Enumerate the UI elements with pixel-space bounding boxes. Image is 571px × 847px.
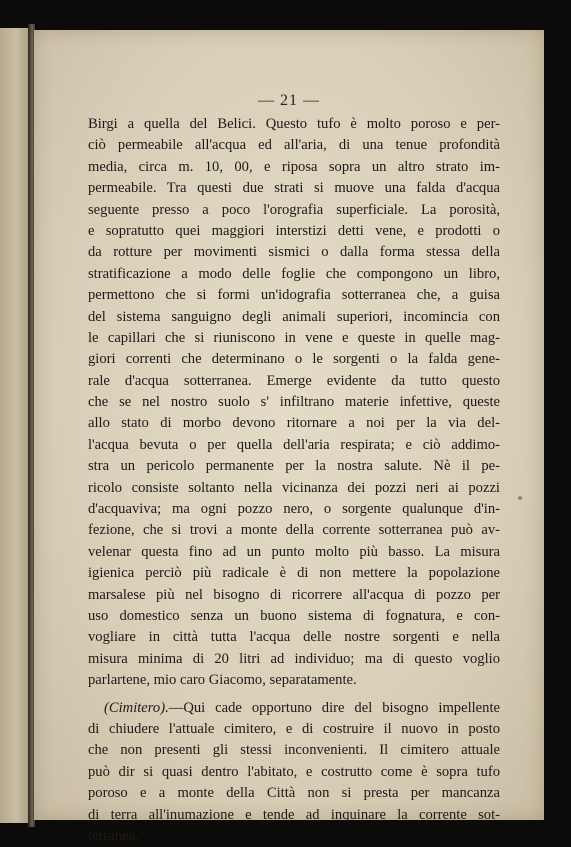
text-line: che se nel nostro suolo s' infiltrano materie infettive, queste: [88, 394, 500, 411]
text-line: terranea.: [88, 827, 139, 844]
text-line: velenar questa fino ad un punto molto più basso. La misura: [88, 543, 500, 560]
paper-stain: [518, 496, 522, 500]
text-line: stra un pericolo permanente per la nostra salute. Nè il pe-: [88, 458, 500, 475]
text-line: vogliare in città tutta l'acqua delle nostre sorgenti e nella: [88, 629, 500, 646]
book-page: [34, 30, 544, 844]
text-line: che non presenti gli stessi inconvenienti. Il cimitero attuale: [88, 742, 500, 759]
text-line: igienica perciò più radicale è di non mettere la popolazione: [88, 565, 500, 582]
section-heading: (Cimitero).: [104, 699, 169, 716]
paragraph-cemetery: [88, 698, 500, 847]
text-line: uso domestico senza un buono sistema di fognatura, e con-: [88, 607, 500, 624]
text-line: può dir si quasi dentro l'abitato, e costrutto come è sopra tufo: [88, 763, 500, 780]
page-body: [88, 114, 500, 847]
text-line: permettono che si formi un'idografia sotterranea che, a guisa: [88, 287, 500, 304]
text-line: da rotture per movimenti sismici o dalla forma stessa della: [88, 244, 500, 261]
text-line: giori correnti che determinano o le sorgenti o la falda gene-: [88, 351, 500, 368]
paragraph-hydrology: [88, 114, 500, 692]
text-line: di chiudere l'attuale cimitero, e di costruire il nuovo in posto: [88, 720, 500, 737]
text-line: stratificazione a modo delle foglie che compongono un libro,: [88, 265, 500, 282]
text-line: l'acqua bevuta o per quella dell'aria respirata; e ciò addimo-: [88, 436, 500, 453]
facing-page-edge: [0, 28, 30, 823]
text-line: seguente presso a poco l'orografia superficiale. La porosità,: [88, 201, 500, 218]
text-line: misura minima di 20 litri ad individuo; ma di questo voglio: [88, 650, 500, 667]
text-line: ciò permeabile all'acqua ed all'aria, di una tenue profondità: [88, 137, 500, 154]
text-line: e sopratutto quei maggiori interstizi detti vene, e prodotti o: [88, 222, 500, 239]
text-line: allo stato di morbo devono ritornare a noi per la via del-: [88, 415, 500, 432]
text-line: d'acquaviva; ma ogni pozzo nero, o sorgente qualunque d'in-: [88, 501, 500, 518]
text-line: parlartene, mio caro Giacomo, separatamente.: [88, 672, 357, 689]
text-line: le capillari che si riuniscono in vene e queste in quelle mag-: [88, 329, 500, 346]
text-line: ricolo consiste soltanto nella vicinanza dei pozzi neri ai pozzi: [88, 479, 500, 496]
page-number: — 21 —: [258, 92, 320, 109]
text-line: rale d'acqua sotterranea. Emerge evidente da tutto questo: [88, 372, 500, 389]
text-line: fezione, che si trovi a monte della corrente sotterranea può av-: [88, 522, 500, 539]
text-line-content: —Qui cade opportuno dire del bisogno impellente: [168, 699, 500, 716]
text-line: permeabile. Tra questi due strati si muove una falda d'acqua: [88, 180, 500, 197]
text-line: Birgi a quella del Belici. Questo tufo è molto poroso e per-: [88, 116, 500, 132]
text-line: [88, 698, 500, 719]
text-line: poroso e a monte della Città non si presta per mancanza: [88, 785, 500, 802]
text-line: del sistema sanguigno degli animali superiori, incomincia con: [88, 308, 500, 325]
text-line: di terra all'inumazione e tende ad inquinare la corrente sot-: [88, 806, 500, 823]
text-line: media, circa m. 10, 00, e riposa sopra un altro strato im-: [88, 158, 500, 175]
text-line: marsalese più nel bisogno di ricorrere all'acqua di pozzo per: [88, 586, 500, 603]
